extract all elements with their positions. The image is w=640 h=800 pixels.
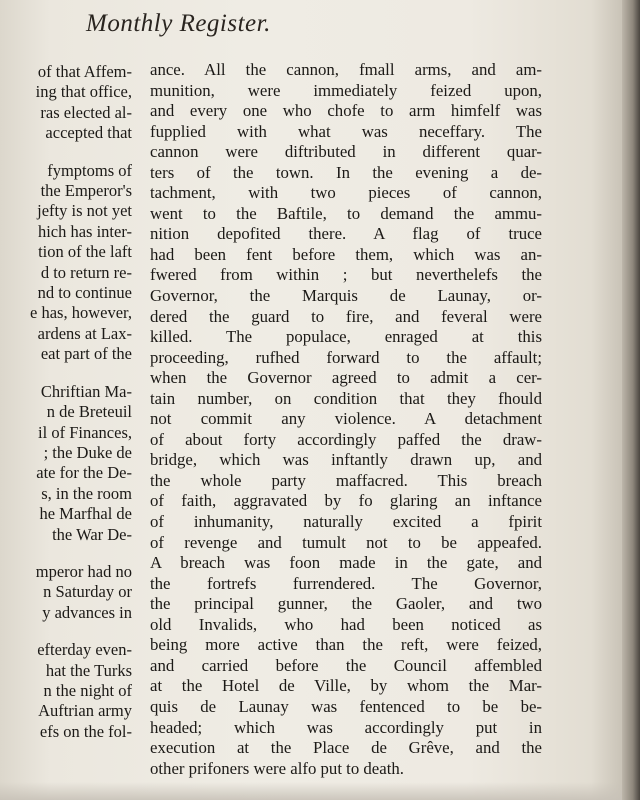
text-line: when the Governor agreed to admit a cer- <box>150 368 542 388</box>
text-line: headed; which was accordingly put in <box>150 717 542 737</box>
text-line: quis de Launay was fentenced to be be- <box>150 696 542 716</box>
text-line: jefty is not yet <box>37 201 132 221</box>
text-line: of about forty accordingly paffed the draw- <box>150 429 542 449</box>
text-line: he Marfhal de <box>39 504 132 524</box>
text-line: killed. The populace, enraged at this <box>150 327 542 347</box>
text-line: hat the Turks <box>45 660 132 680</box>
text-line: execution at the Place de Grêve, and the <box>150 738 542 758</box>
text-line: ; the Duke de <box>43 442 132 462</box>
left-paragraph <box>0 640 132 742</box>
text-line: not commit any violence. A detachment <box>150 409 542 429</box>
text-line: of faith, aggravated by fo glaring an inftance <box>150 491 542 511</box>
text-line: Auftrian army <box>38 701 132 721</box>
text-line: e has, however, <box>30 303 132 323</box>
text-line: ardens at Lax- <box>37 323 132 343</box>
text-line: tain number, on condition that they fhould <box>150 388 542 408</box>
text-line: the principal gunner, the Gaoler, and two <box>150 594 542 614</box>
text-line: ate for the De- <box>36 463 132 483</box>
text-line: efterday even- <box>37 640 132 660</box>
text-line: il of Finances, <box>38 422 132 442</box>
text-line: n de Breteuil <box>46 402 132 422</box>
text-line: y advances in <box>42 602 132 622</box>
text-line: d to return re- <box>40 262 132 282</box>
text-line: ing that office, <box>35 82 132 102</box>
left-paragraph <box>0 62 132 144</box>
left-column <box>0 62 132 742</box>
text-line: the fortrefs furrendered. The Governor, <box>150 573 542 593</box>
text-line: ras elected al- <box>40 102 132 122</box>
text-line: mperor had no <box>35 561 132 581</box>
text-line: bridge, which was inftantly drawn up, and <box>150 450 542 470</box>
running-head: Monthly Register. <box>86 10 271 37</box>
text-line: Governor, the Marquis de Launay, or- <box>150 286 542 306</box>
text-line: A breach was foon made in the gate, and <box>150 553 542 573</box>
text-line: ters of the town. In the evening a de- <box>150 162 542 182</box>
text-line: Chriftian Ma- <box>40 381 132 401</box>
text-line: tion of the laft <box>38 242 132 262</box>
text-line: and every one who chofe to arm himfelf was <box>150 101 542 121</box>
text-line: n Saturday or <box>43 582 132 602</box>
page-bottom-shadow <box>0 782 622 800</box>
left-paragraph <box>0 161 132 365</box>
text-line: n the night of <box>43 680 132 700</box>
text-line: had been fent before them, which was an- <box>150 244 542 264</box>
text-line: other prifoners were alfo put to death. <box>150 758 404 778</box>
text-line: s, in the room <box>41 483 132 503</box>
text-line: fwered from within ; but neverthelefs the <box>150 265 542 285</box>
text-line: the War De- <box>52 524 132 544</box>
text-line: hich has inter- <box>37 221 132 241</box>
text-line: fymptoms of <box>47 160 132 180</box>
text-line: of that Affem- <box>37 62 132 81</box>
page-edge <box>622 0 640 800</box>
text-line: ance. All the cannon, fmall arms, and am- <box>150 60 542 79</box>
text-line: dered the guard to fire, and feveral were <box>150 306 542 326</box>
text-line: of revenge and tumult not to be appeafed. <box>150 532 542 552</box>
text-line: nd to continue <box>37 283 132 303</box>
text-line: munition, were immediately feized upon, <box>150 80 542 100</box>
text-line: old Invalids, who had been noticed as <box>150 614 542 634</box>
text-line: the whole party maffacred. This breach <box>150 470 542 490</box>
right-column <box>150 60 542 779</box>
text-line: cannon were diftributed in different quar- <box>150 142 542 162</box>
left-paragraph <box>0 562 132 623</box>
text-line: tachment, with two pieces of cannon, <box>150 183 542 203</box>
left-paragraph <box>0 382 132 545</box>
text-line: being more active than the reft, were feized, <box>150 635 542 655</box>
text-line: fupplied with what was neceffary. The <box>150 121 542 141</box>
text-line: and carried before the Council affembled <box>150 655 542 675</box>
text-line: the Emperor's <box>40 181 132 201</box>
text-line: nition depofited there. A flag of truce <box>150 224 542 244</box>
text-line: proceeding, rufhed forward to the affault; <box>150 347 542 367</box>
text-line: went to the Baftile, to demand the ammu- <box>150 203 542 223</box>
text-line: of inhumanity, naturally excited a fpirit <box>150 512 542 532</box>
text-line: eat part of the <box>40 344 132 364</box>
text-line: accepted that <box>45 123 132 143</box>
text-line: efs on the fol- <box>39 721 132 741</box>
text-line: at the Hotel de Ville, by whom the Mar- <box>150 676 542 696</box>
